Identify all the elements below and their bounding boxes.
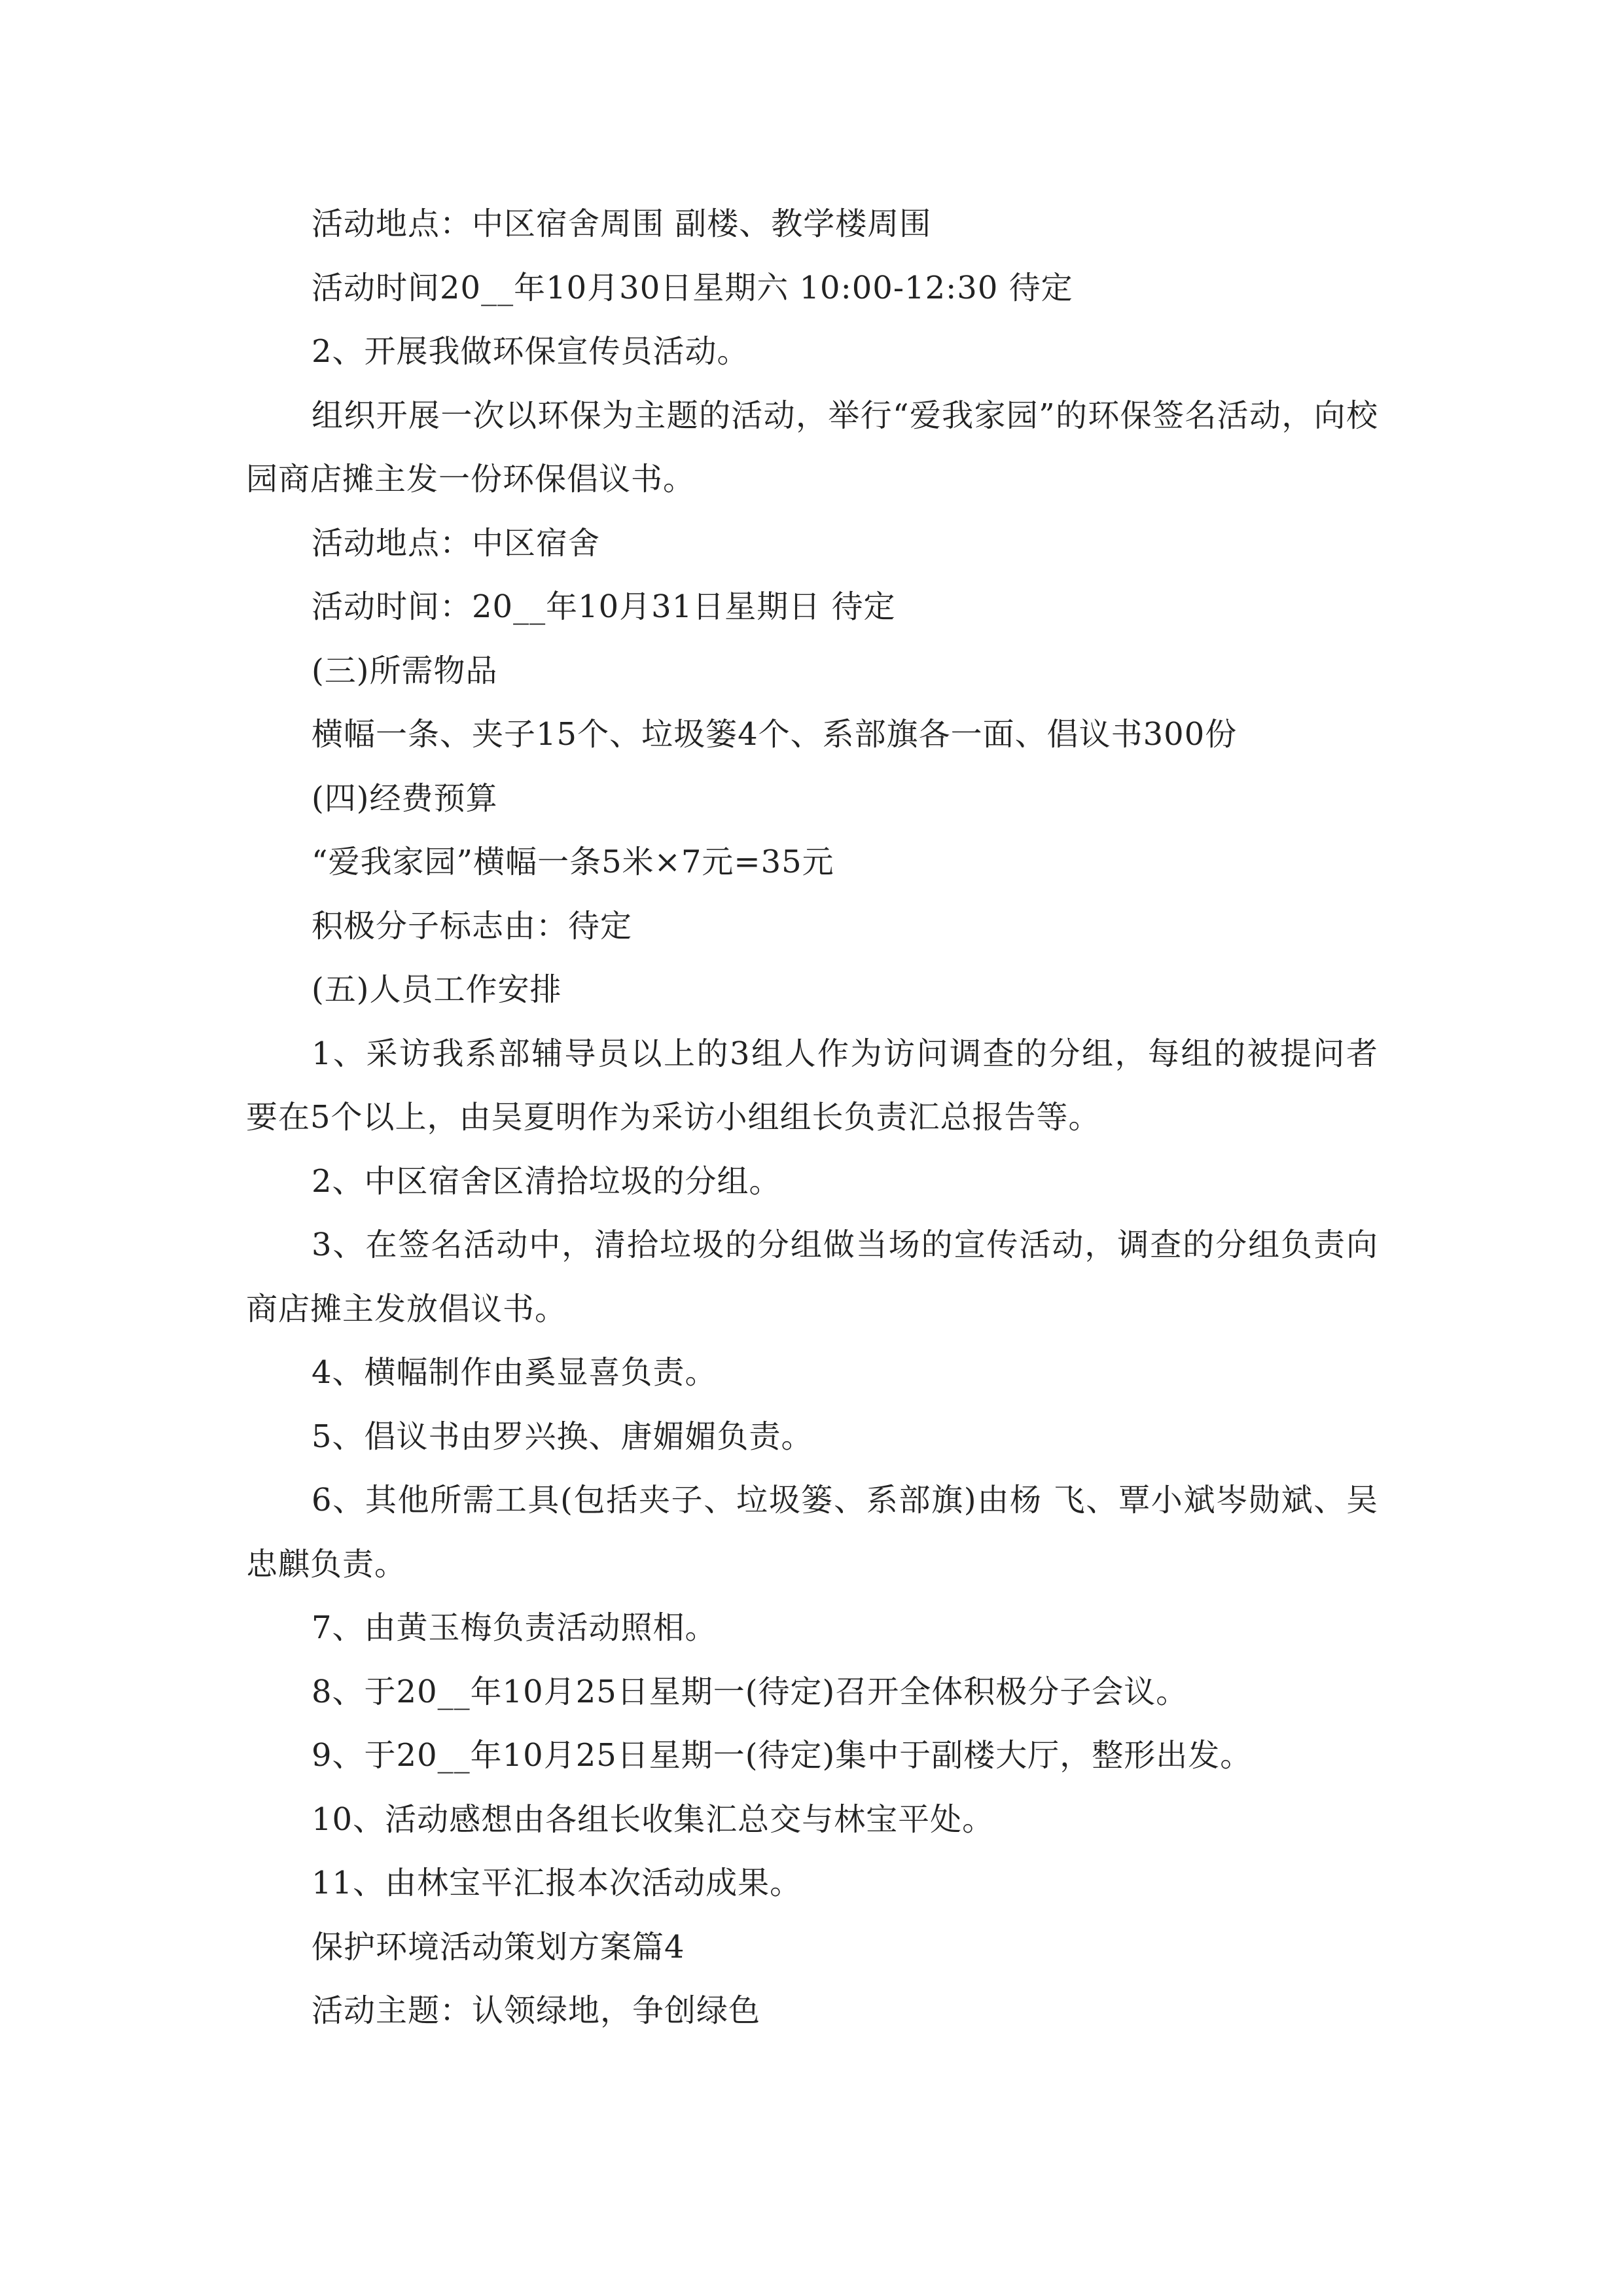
list-item-3: 3、在签名活动中，清拾垃圾的分组做当场的宣传活动，调查的分组负责向商店摊主发放倡议书。 <box>246 1227 1378 1327</box>
paragraph-theme: 活动主题：认领绿地，争创绿色 <box>312 1992 761 2029</box>
section-heading-budget: (四)经费预算 <box>312 780 498 817</box>
paragraph-budget-banner: “爱我家园”横幅一条5米×7元=35元 <box>312 844 834 880</box>
paragraph-item-2: 2、开展我做环保宣传员活动。 <box>312 333 749 370</box>
list-item-8: 8、于20__年10月25日星期一(待定)召开全体积极分子会议。 <box>312 1673 1188 1710</box>
paragraph-location-2: 活动地点：中区宿舍 <box>312 524 601 562</box>
document-body <box>246 192 1378 2043</box>
paragraph-time-2: 活动时间：20__年10月31日星期日 待定 <box>312 588 896 625</box>
section-heading-materials: (三)所需物品 <box>312 652 498 689</box>
list-item-10: 10、活动感想由各组长收集汇总交与林宝平处。 <box>312 1801 995 1838</box>
list-item-5: 5、倡议书由罗兴换、唐媚媚负责。 <box>312 1418 813 1455</box>
list-item-1: 1、采访我系部辅导员以上的3组人作为访问调查的分组，每组的被提问者要在5个以上，由吴夏明作为采访小组组长负责汇总报告等。 <box>246 1035 1378 1136</box>
paragraph-budget-badge: 积极分子标志由：待定 <box>312 907 633 944</box>
paragraph-location-1: 活动地点：中区宿舍周围 副楼、教学楼周围 <box>312 206 932 242</box>
paragraph-materials: 横幅一条、夹子15个、垃圾篓4个、系部旗各一面、倡议书300份 <box>312 716 1238 753</box>
paragraph-activity-desc: 组织开展一次以环保为主题的活动，举行“爱我家园”的环保签名活动，向校园商店摊主发一份环保倡议书。 <box>246 397 1378 497</box>
list-item-4: 4、横幅制作由奚显喜负责。 <box>312 1354 717 1391</box>
list-item-9: 9、于20__年10月25日星期一(待定)集中于副楼大厅，整形出发。 <box>312 1737 1253 1774</box>
list-item-7: 7、由黄玉梅负责活动照相。 <box>312 1609 717 1646</box>
section-heading-staffing: (五)人员工作安排 <box>312 971 562 1008</box>
list-item-11: 11、由林宝平汇报本次活动成果。 <box>312 1865 802 1901</box>
list-item-6: 6、其他所需工具(包括夹子、垃圾篓、系部旗)由杨 飞、覃小斌岑勋斌、吴忠麒负责。 <box>246 1482 1378 1583</box>
section-title-plan-4: 保护环境活动策划方案篇4 <box>312 1928 685 1965</box>
list-item-2: 2、中区宿舍区清拾垃圾的分组。 <box>312 1162 781 1200</box>
paragraph-time-1: 活动时间20__年10月30日星期六 10:00-12:30 待定 <box>312 269 1073 306</box>
